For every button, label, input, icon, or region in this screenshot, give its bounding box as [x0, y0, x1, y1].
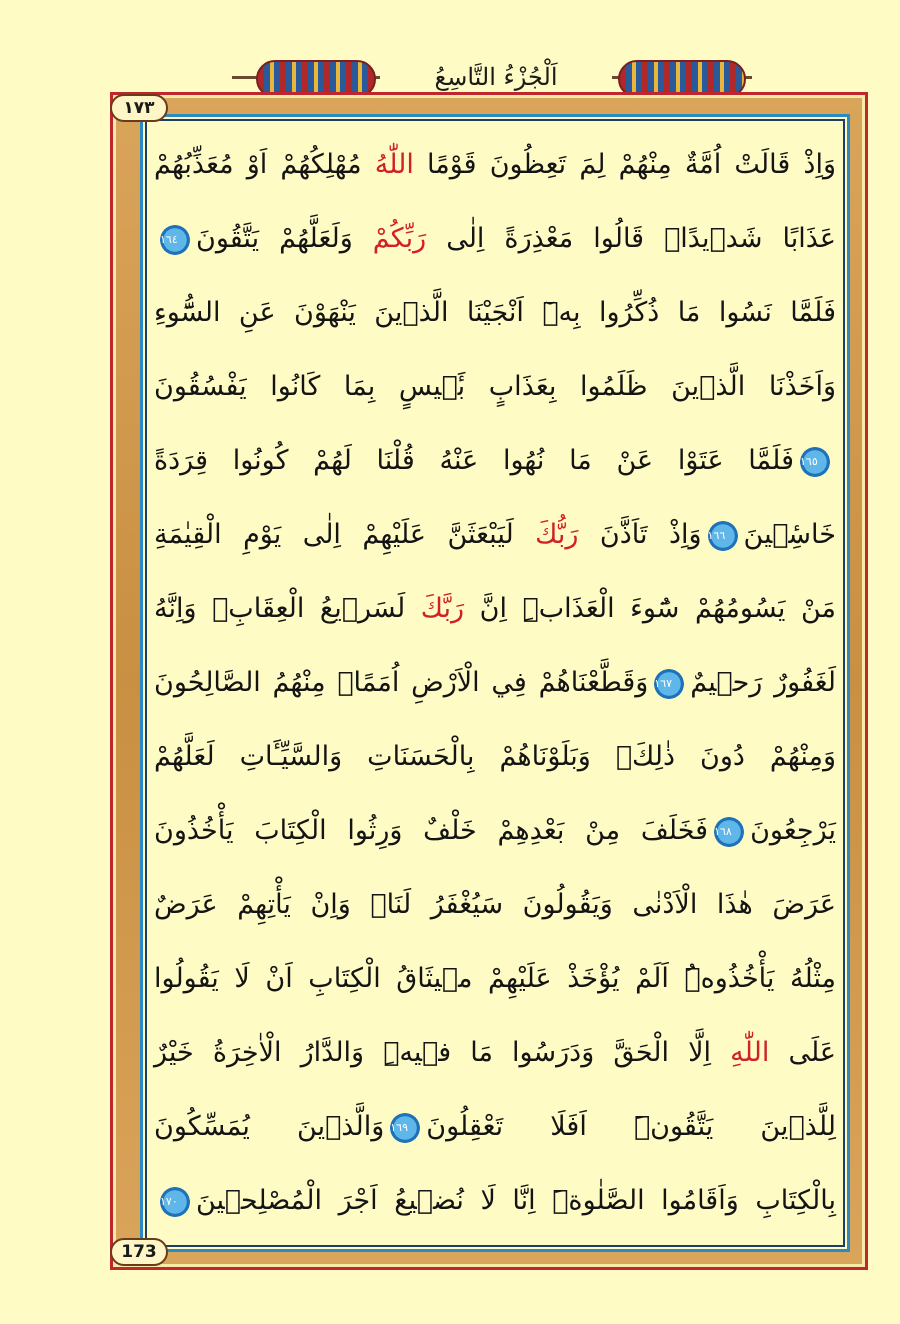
ayah-number-marker: ١٦٨: [714, 817, 744, 847]
verse-line: [150, 424, 840, 498]
verse-text: فَلَمَّا عَتَوْا عَنْ مَا نُهُوا عَنْهُ قُلْنَا لَهُمْ كُونُوا قِرَدَةً: [154, 445, 794, 476]
divine-name-text: رَبِّكُمْ: [372, 223, 427, 254]
verse-text: يَرْجِعُونَ: [750, 815, 836, 846]
verse-line: [150, 942, 840, 1016]
verse-line: [150, 794, 840, 868]
verse-text: وَقَطَّعْنَاهُمْ فِي الْاَرْضِ اُمَمًاۚ مِنْهُمُ الصَّالِحُونَ: [154, 667, 649, 698]
verse-line: [150, 720, 840, 794]
ayah-number-marker: ١٦٩: [390, 1113, 420, 1143]
verse-line: [150, 276, 840, 350]
verse-text: وَاِذْ قَالَتْ اُمَّةٌ مِنْهُمْ لِمَ تَعِظُونَ قَوْمًا: [427, 149, 836, 180]
verse-text: مُهْلِكُهُمْ اَوْ مُعَذِّبُهُمْ: [154, 149, 362, 180]
verse-line: [150, 868, 840, 942]
verse-text: عَذَابًا شَد۪يدًاۜ قَالُوا مَعْذِرَةً اِلٰى: [426, 223, 836, 254]
verse-line: [150, 572, 840, 646]
verse-text: لَسَر۪يعُ الْعِقَابِۚ وَاِنَّهُ: [154, 593, 421, 624]
verse-text: وَلَعَلَّهُمْ يَتَّقُونَ: [196, 223, 373, 254]
verse-text: وَالَّذ۪ينَ يُمَسِّكُونَ: [154, 1111, 385, 1142]
verse-line: [150, 498, 840, 572]
page-number-top: ١٧٣: [110, 94, 168, 122]
ayah-number-marker: ١٦٤: [160, 225, 190, 255]
juz-title: اَلْجُزْءُ التَّاسِعُ: [434, 63, 558, 91]
verse-text: وَاَخَذْنَا الَّذ۪ينَ ظَلَمُوا بِعَذَابٍ بَ۪ٔيسٍ بِمَا كَانُوا يَفْسُقُونَ: [154, 371, 836, 402]
ayah-number-marker: ١٧٠: [160, 1187, 190, 1217]
verse-text: لِلَّذ۪ينَ يَتَّقُونَۜ اَفَلَا تَعْقِلُونَ: [426, 1111, 836, 1142]
verse-line: [150, 128, 840, 202]
verse-text: مَنْ يَسُومُهُمْ سُٓوءَ الْعَذَابِۜ اِنَّ: [464, 593, 836, 624]
ayah-number-marker: ١٦٥: [800, 447, 830, 477]
verse-text: فَلَمَّا نَسُوا مَا ذُكِّرُوا بِه۪ٓ اَنْجَيْنَا الَّذ۪ينَ يَنْهَوْنَ عَنِ السُّٓوءِ: [154, 297, 836, 328]
verse-line: [150, 646, 840, 720]
verse-text: خَاسِ۪ٔينَ: [743, 519, 836, 550]
verse-text: لَغَفُورٌ رَح۪يمٌ: [690, 667, 836, 698]
divine-name-text: رَبَّكَ: [420, 593, 465, 624]
verse-text: وَاِذْ تَاَذَّنَ: [578, 519, 702, 550]
verse-text: فَخَلَفَ مِنْ بَعْدِهِمْ خَلْفٌ وَرِثُوا الْكِتَابَ يَأْخُذُونَ: [154, 815, 709, 846]
verse-line: [150, 1016, 840, 1090]
quran-text-body: [150, 128, 840, 1238]
verse-line: [150, 202, 840, 276]
verse-text: عَلَى: [769, 1037, 836, 1068]
divine-name-text: اللّٰهُ: [361, 149, 428, 180]
verse-line: [150, 1164, 840, 1238]
verse-text: لَيَبْعَثَنَّ عَلَيْهِمْ اِلٰى يَوْمِ الْقِيٰمَةِ: [154, 519, 536, 550]
page-number-bottom: 173: [110, 1238, 168, 1266]
verse-line: [150, 1090, 840, 1164]
divine-name-text: اللّٰهِ: [730, 1037, 770, 1068]
verse-text: وَمِنْهُمْ دُونَ ذٰلِكَۘ وَبَلَوْنَاهُمْ بِالْحَسَنَاتِ وَالسَّيِّـَٔاتِ لَعَلَّهُمْ: [154, 741, 836, 772]
ayah-number-marker: ١٦٦: [708, 521, 738, 551]
verse-text: بِالْكِتَابِ وَاَقَامُوا الصَّلٰوةَۜ اِنَّا لَا نُض۪يعُ اَجْرَ الْمُصْلِح۪ينَ: [196, 1185, 836, 1216]
ayah-number-marker: ١٦٧: [654, 669, 684, 699]
verse-text: اِلَّا الْحَقَّ وَدَرَسُوا مَا ف۪يهِۜ وَالدَّارُ الْاٰخِرَةُ خَيْرٌ: [154, 1037, 731, 1068]
verse-line: [150, 350, 840, 424]
verse-text: مِثْلُهُ يَأْخُذُوهُۜ اَلَمْ يُؤْخَذْ عَلَيْهِمْ م۪يثَاقُ الْكِتَابِ اَنْ لَا يَقُولُوا: [154, 963, 836, 994]
divine-name-text: رَبُّكَ: [535, 519, 579, 550]
verse-text: عَرَضَ هٰذَا الْاَدْنٰى وَيَقُولُونَ سَيُغْفَرُ لَنَاۚ وَاِنْ يَأْتِهِمْ عَرَضٌ: [154, 889, 836, 920]
